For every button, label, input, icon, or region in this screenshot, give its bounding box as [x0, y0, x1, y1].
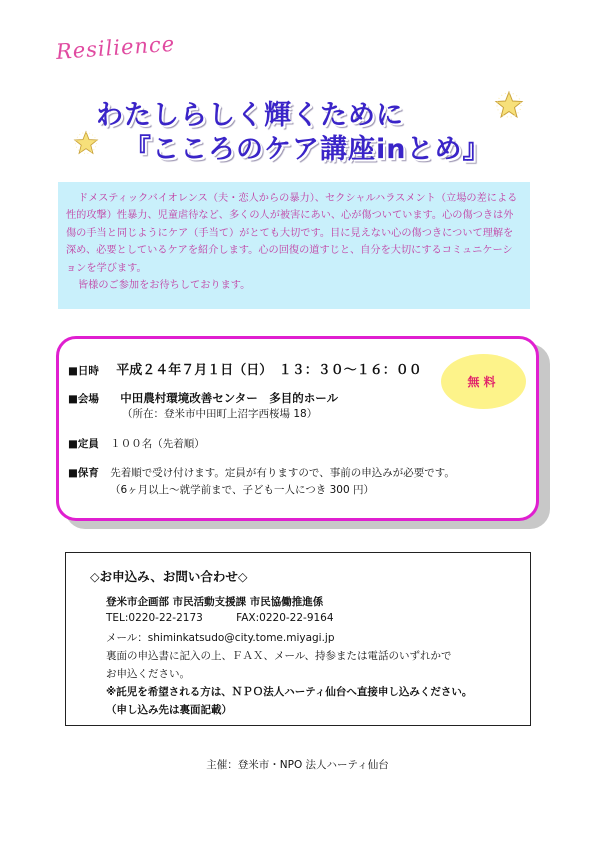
contact-fax: FAX:0220-22-9164	[236, 612, 334, 624]
resilience-logo: Resilience	[55, 31, 176, 64]
intro-paragraph: ドメスティックバイオレンス（夫・恋人からの暴力）、セクシャルハラスメント（立場の差による性的攻撃）性暴力、児童虐待など、多くの人が被害にあい、心が傷ついています。心の傷つきは外傷の手当と同じようにケア（手当て）がとても大切です。目に見えない心の傷つきについて理解を深め、必要としているケアを紹介します。心の回復の道すじと、自分を大切にするコミュニケーションを学びます。	[66, 193, 518, 274]
venue-value: 中田農村環境改善センター 多目的ホール	[120, 391, 339, 405]
title-line-1: わたしらしく輝くために	[96, 100, 404, 131]
capacity-row	[68, 436, 205, 451]
date-value: 平成２４年７月１日（日） １３：３０～１６：００	[116, 363, 422, 378]
title-line-2: 『こころのケア講座inとめ』	[124, 134, 491, 165]
contact-heading: ◇お申込み、お問い合わせ◇	[90, 569, 248, 584]
childcare-label: ■保育	[68, 467, 99, 479]
venue-row	[68, 390, 338, 406]
capacity-label: ■定員	[68, 438, 99, 450]
venue-label: ■会場	[68, 393, 99, 405]
organizer-footer: 主催：登米市・NPO 法人ハーティ仙台	[206, 759, 389, 771]
contact-tel-fax	[106, 612, 334, 624]
contact-note-3: ※託児を希望される方は、ＮＰＯ法人ハーティ仙台へ直接申し込みください。	[106, 686, 473, 698]
contact-note-1: 裏面の申込書に記入の上、ＦＡＸ、メール、持参または電話のいずれかで	[106, 650, 452, 662]
star-icon	[73, 130, 99, 156]
childcare-value: 先着順で受け付けます。定員が有りますので、事前の申込みが必要です。	[110, 467, 455, 479]
capacity-value: １００名（先着順）	[110, 438, 205, 450]
childcare-row	[68, 465, 455, 480]
contact-tel[interactable]: TEL:0220-22-2173	[106, 612, 203, 624]
intro-closing: 皆様のご参加をお待ちしております。	[78, 280, 251, 292]
star-icon	[494, 90, 524, 120]
contact-mail[interactable]: メール：shiminkatsudo@city.tome.miyagi.jp	[106, 632, 335, 644]
contact-note-4: （申し込み先は裏面記載）	[106, 704, 232, 716]
date-row	[68, 359, 422, 378]
intro-box	[58, 182, 530, 309]
childcare-note: （6ヶ月以上～就学前まで、子ども一人につき 300 円）	[110, 484, 374, 496]
date-label: ■日時	[68, 365, 99, 377]
contact-dept: 登米市企画部 市民活動支援課 市民協働推進係	[106, 596, 324, 608]
fee-badge: 無料	[441, 354, 526, 409]
venue-address: （所在：登米市中田町上沼字西桜場 18）	[122, 408, 318, 420]
contact-note-2: お申込ください。	[106, 668, 190, 680]
